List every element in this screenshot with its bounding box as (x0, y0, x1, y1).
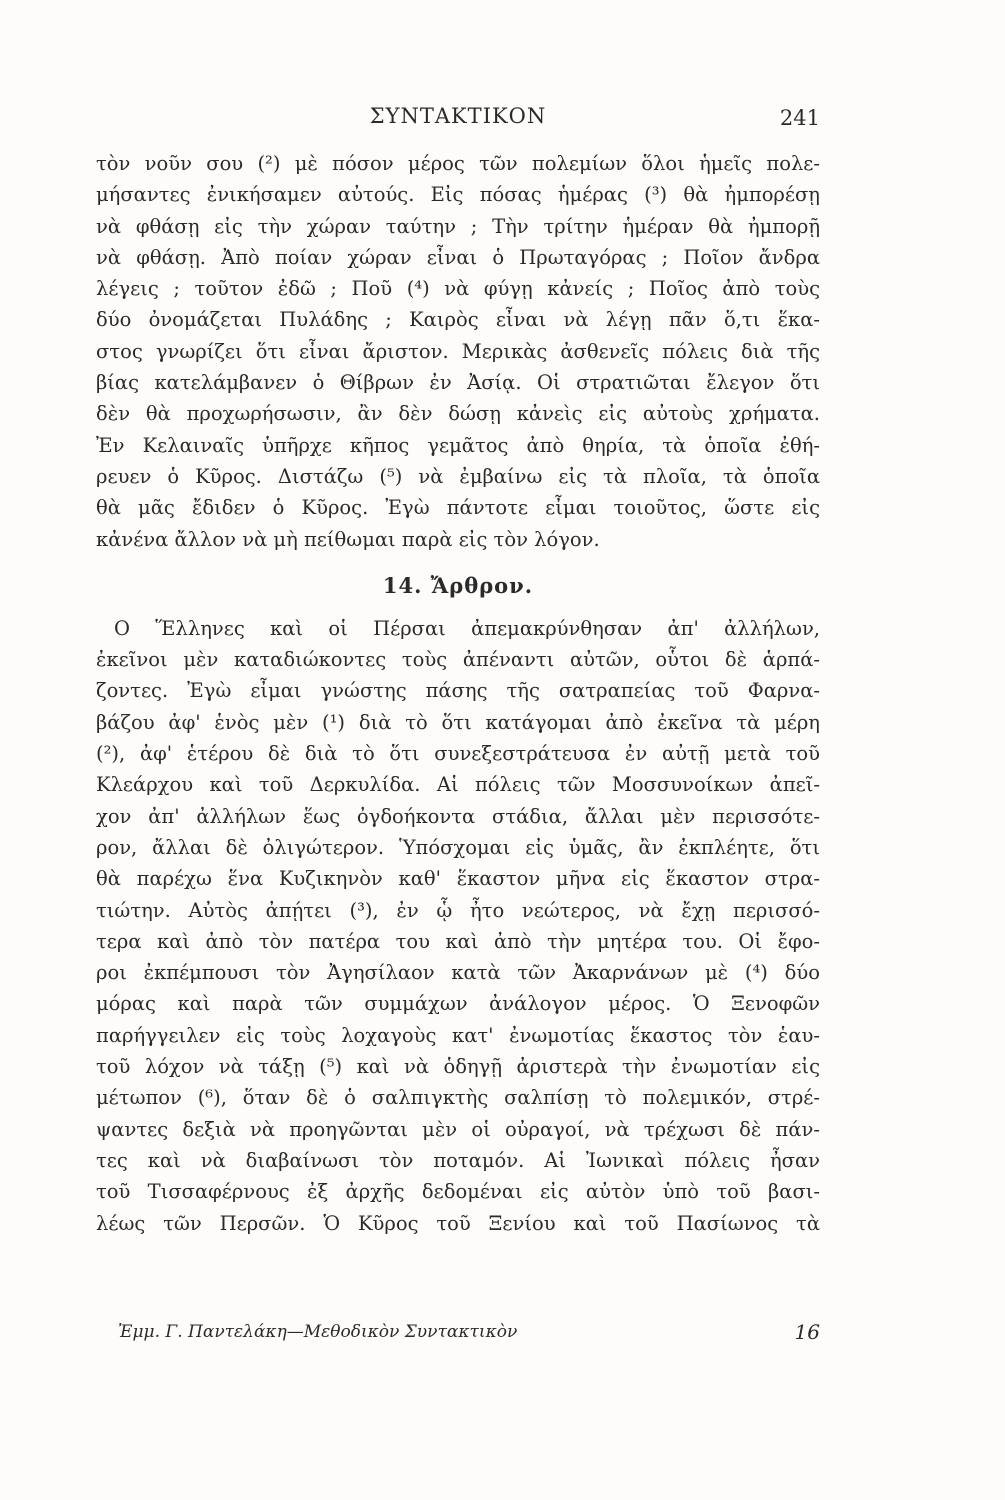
text-line: μήσαντες ἐνικήσαμεν αὐτούς. Εἰς πόσας ἡμέρας (³) θὰ ἠμπορέσῃ (96, 183, 820, 207)
text-line: θὰ μᾶς ἔδιδεν ὁ Κῦρος. Ἐγὼ πάντοτε εἶμαι τοιοῦτος, ὥστε εἰς (96, 496, 820, 520)
text-line: παρήγγειλεν εἰς τοὺς λοχαγοὺς κατ' ἐνωμοτίας ἕκαστος τὸν ἑαυ- (96, 1023, 820, 1047)
text-line: δὲν θὰ προχωρήσωσιν, ἂν δὲν δώσῃ κἀνεὶς εἰς αὐτοὺς χρήματα. (96, 402, 820, 426)
text-line: λέγεις ; τοῦτον ἐδῶ ; Ποῦ (⁴) νὰ φύγῃ κἀνείς ; Ποῖος ἀπὸ τοὺς (96, 277, 820, 301)
text-line: κἀνένα ἄλλον νὰ μὴ πείθωμαι παρὰ εἰς τὸν λόγον. (96, 527, 600, 551)
text-line: τοῦ Τισσαφέρνους ἐξ ἀρχῆς δεδομέναι εἰς αὐτὸν ὑπὸ τοῦ βασι- (96, 1180, 820, 1204)
page-number: 241 (779, 106, 820, 130)
body-text (96, 148, 820, 1239)
footer-credit: Ἐμμ. Γ. Παντελάκη—Μεθοδικὸν Συντακτικὸν (118, 1322, 518, 1342)
text-line: ψαντες δεξιὰ νὰ προηγῶνται μὲν οἱ οὐραγοί, νὰ τρέχωσι δὲ πάν- (96, 1117, 820, 1141)
section-heading: 14. Ἄρθρον. (382, 572, 534, 598)
text-line: Ο Ἕλληνες καὶ οἱ Πέρσαι ἀπεμακρύνθησαν ἀπ' ἀλλήλων, (114, 616, 820, 640)
paragraph-2 (96, 613, 820, 1239)
text-line: ρον, ἄλλαι δὲ ὀλιγώτερον. Ὑπόσχομαι εἰς ὑμᾶς, ἂν ἐκπλέητε, ὅτι (96, 835, 820, 859)
text-line: τοῦ λόχον νὰ τάξῃ (⁵) καὶ νὰ ὁδηγῇ ἀριστερὰ τὴν ἐνωμοτίαν εἰς (96, 1055, 820, 1079)
text-line: τὸν νοῦν σου (²) μὲ πόσον μέρος τῶν πολεμίων ὅλοι ἡμεῖς πολε- (96, 152, 820, 175)
text-line: βίας κατελάμβανεν ὁ Θίβρων ἐν Ἀσίᾳ. Οἱ στρατιῶται ἔλεγον ὅτι (96, 371, 820, 395)
text-line: ζοντες. Ἐγὼ εἶμαι γνώστης πάσης τῆς σατραπείας τοῦ Φαρνα- (96, 679, 820, 703)
running-title: ΣΥΝΤΑΚΤΙΚΟΝ (369, 104, 547, 128)
text-line: δύο ὀνομάζεται Πυλάδης ; Καιρὸς εἶναι νὰ λέγῃ πᾶν ὅ,τι ἕκα- (96, 308, 820, 332)
text-line: ροι ἐκπέμπουσι τὸν Ἀγησίλαον κατὰ τῶν Ἀκαρνάνων μὲ (⁴) δύο (96, 961, 820, 985)
text-line: μέτωπον (⁶), ὅταν δὲ ὁ σαλπιγκτὴς σαλπίσῃ τὸ πολεμικόν, στρέ- (96, 1086, 820, 1110)
text-line: τες καὶ νὰ διαβαίνωσι τὸν ποταμόν. Αἱ Ἰωνικαὶ πόλεις ἦσαν (96, 1148, 820, 1172)
text-line: νὰ φθάσῃ εἰς τὴν χώραν ταύτην ; Τὴν τρίτην ἡμέραν θὰ ἠμπορῇ (96, 214, 820, 238)
text-line: βάζου ἀφ' ἑνὸς μὲν (¹) διὰ τὸ ὅτι κατάγομαι ἀπὸ ἐκεῖνα τὰ μέρη (96, 710, 820, 734)
page-footer (118, 1322, 820, 1352)
signature-mark: 16 (794, 1320, 820, 1344)
text-line: θὰ παρέχω ἕνα Κυζικηνὸν καθ' ἕκαστον μῆνα εἰς ἕκαστον στρα- (96, 867, 820, 891)
text-line: μόρας καὶ παρὰ τῶν συμμάχων ἀνάλογον μέρος. Ὁ Ξενοφῶν (96, 992, 820, 1016)
text-line: νὰ φθάσῃ. Ἀπὸ ποίαν χώραν εἶναι ὁ Πρωταγόρας ; Ποῖον ἄνδρα (96, 245, 820, 269)
paragraph-1 (96, 148, 820, 555)
text-line: λέως τῶν Περσῶν. Ὁ Κῦρος τοῦ Ξενίου καὶ τοῦ Πασίωνος τὰ (96, 1211, 820, 1235)
text-line: χον ἀπ' ἀλλήλων ἕως ὀγδοήκοντα στάδια, ἄλλαι μὲν περισσότε- (96, 804, 820, 828)
text-line: Κλεάρχου καὶ τοῦ Δερκυλίδα. Αἱ πόλεις τῶν Μοσσυνοίκων ἀπεῖ- (96, 773, 820, 797)
text-line: ρευεν ὁ Κῦρος. Διστάζω (⁵) νὰ ἐμβαίνω εἰς τὰ πλοῖα, τὰ ὁποῖα (96, 464, 820, 488)
page-header (96, 100, 820, 136)
text-line: ἐκεῖνοι μὲν καταδιώκοντες τοὺς ἀπέναντι αὐτῶν, οὗτοι δὲ ἁρπά- (96, 648, 820, 672)
text-line: τιώτην. Αὐτὸς ἀπῄτει (³), ἐν ᾧ ἦτο νεώτερος, νὰ ἔχῃ περισσό- (96, 898, 820, 922)
text-line: Ἐν Κελαιναῖς ὑπῆρχε κῆπος γεμᾶτος ἀπὸ θηρία, τὰ ὁποῖα ἐθή- (96, 433, 820, 457)
text-line: (²), ἀφ' ἑτέρου δὲ διὰ τὸ ὅτι συνεξεστράτευσα ἐν αὐτῇ μετὰ τοῦ (96, 742, 820, 766)
text-line: στος γνωρίζει ὅτι εἶναι ἄριστον. Μερικὰς ἀσθενεῖς πόλεις διὰ τῆς (96, 339, 820, 363)
text-line: τερα καὶ ἀπὸ τὸν πατέρα του καὶ ἀπὸ τὴν μητέρα του. Οἱ ἔφο- (96, 929, 820, 953)
